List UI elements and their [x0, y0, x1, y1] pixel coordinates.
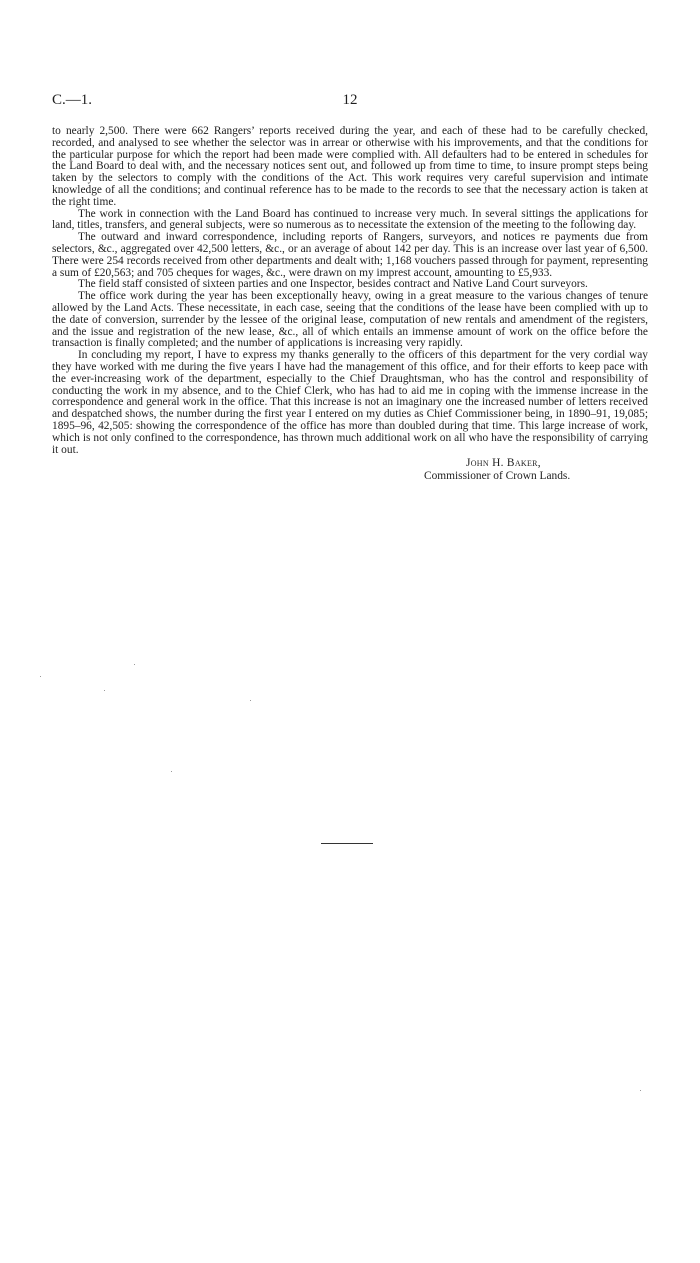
signature-block	[52, 457, 648, 483]
scan-speck	[250, 700, 251, 701]
end-rule-divider	[321, 843, 373, 844]
paragraph-conclusion: In concluding my report, I have to express my thanks generally to the officers of this department for the very cordial way they have worked with me during the five years I have had the management of this office, and for their efforts to keep pace with the ever-increasing work of the department, especially to the Chief Draughtsman, who has the control and responsibility of conducting the work in my absence, and to the Chief Clerk, who has had to aid me in coping with the immense increase in the correspondence and general work in the office. That this increase is not an imaginary one the increased number of letters received and despatched shows, the number during the first year I entered on my duties as Chief Commissioner being, in 1890–91, 19,085; 1895–96, 42,505: showing the correspondence of the office has more than doubled during that time. This large increase of work, which is not only confined to the correspondence, has thrown much additional work on all who have the responsibility of carrying it out.	[52, 349, 648, 456]
scan-speck	[134, 664, 135, 665]
paragraph-land-board: The work in connection with the Land Board has continued to increase very much. In several sittings the applications for land, titles, transfers, and general subjects, were so numerous as to necessitate the extension of the meeting to the following day.	[52, 207, 648, 232]
scan-speck	[171, 771, 172, 772]
paragraph-rangers-reports: to nearly 2,500. There were 662 Rangers’ reports received during the year, and each of these had to be carefully checked, recorded, and analysed to see whether the selector was in arrear or otherwise with his improvements, and that the conditions for the particular purpose for which the report had been made were complied with. All defaulters had to be entered in schedules for the Land Board to deal with, and the necessary notices sent out, and followed up from time to time, to insure prompt steps being taken by the selectors to comply with the conditions of the Act. This work requires very careful supervision and intimate knowledge of all the conditions; and continual reference has to be made to the records to see that the necessary action is taken at the right time.	[52, 125, 648, 208]
signatory-title: Commissioner of Crown Lands.	[424, 470, 571, 482]
body-text	[52, 126, 648, 456]
page-number: 12	[342, 92, 358, 108]
scan-speck	[104, 690, 105, 691]
paragraph-correspondence: The outward and inward correspondence, including reports of Rangers, surveyors, and notices re payments due from selectors, &c., aggregated over 42,500 letters, &c., or an average of about 142 per day. This is an increase over last year of 6,500. There were 254 records received from other departments and dealt with; 1,168 vouchers passed through for payment, representing a sum of £20,563; and 705 cheques for wages, &c., were drawn on my imprest account, amounting to £5,933.	[52, 231, 648, 279]
scan-speck	[640, 1090, 641, 1091]
signatory-name: John H. Baker,	[466, 457, 541, 469]
running-header	[52, 92, 648, 112]
paragraph-office-work: The office work during the year has been exceptionally heavy, owing in a great measure to the various changes of tenure allowed by the Land Acts. These necessitate, in each case, seeing that the conditions of the lease have been complied with up to the date of conversion, surrender by the lessee of the original lease, computation of new rentals and amendment of the registers, and the issue and registration of the new lease, &c., all of which entails an immense amount of work on the office before the transaction is finally completed; and the number of applications is increasing very rapidly.	[52, 290, 648, 350]
scan-speck	[40, 676, 41, 677]
paragraph-field-staff: The field staff consisted of sixteen parties and one Inspector, besides contract and Native Land Court surveyors.	[78, 278, 588, 291]
document-reference: C.—1.	[52, 92, 93, 108]
